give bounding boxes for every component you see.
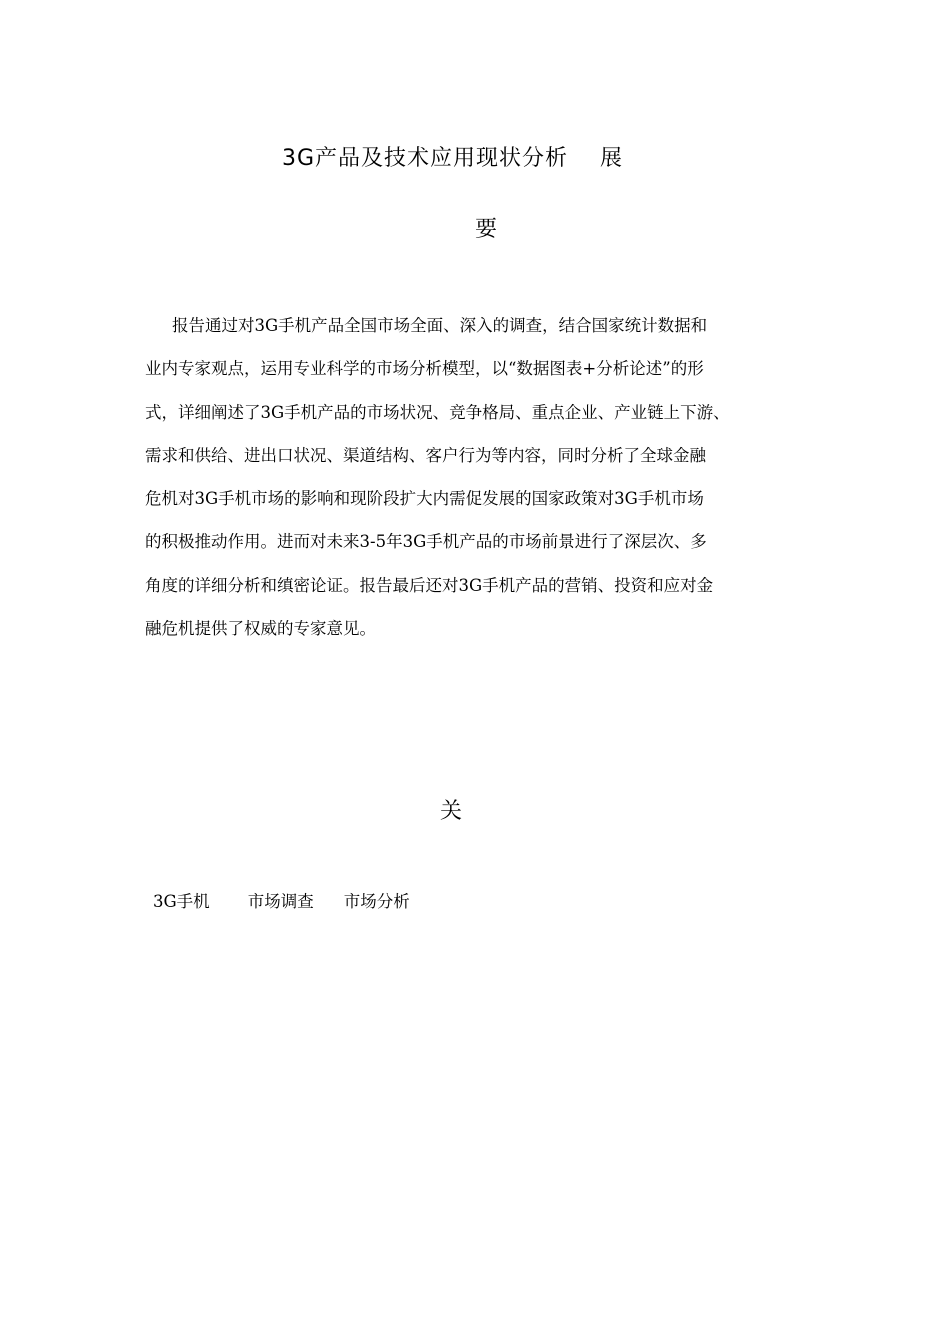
keywords-list [153,888,410,912]
keywords-heading: 关 [440,799,463,824]
keyword: 市场调查 [247,892,314,911]
abstract-line: 危机对3G手机市场的影响和现阶段扩大内需促发展的国家政策对3G手机市场 [145,489,704,509]
keyword: 3G手机 [153,892,210,911]
abstract-paragraph [145,304,810,650]
abstract-line: 需求和供给、进出口状况、渠道结构、客户行为等内容，同时分析了全球金融 [145,445,706,465]
abstract-line: 融危机提供了权威的专家意见。 [145,619,376,639]
abstract-line: 业内专家观点，运用专业科学的市场分析模型，以“数据图表+分析论述”的形 [145,359,704,379]
abstract-line: 的积极推动作用。进而对未来3-5年3G手机产品的市场前景进行了深层次、多 [145,532,707,552]
abstract-line: 角度的详细分析和缜密论证。报告最后还对3G手机产品的营销、投资和应对金 [145,575,714,595]
abstract-line: 报告通过对3G手机产品全国市场全面、深入的调查，结合国家统计数据和 [172,316,708,335]
document-title [282,141,623,172]
document-title-line-2: 要 [475,217,498,242]
title-part-2: 展 [600,146,624,171]
title-part-1: 3G产品及技术应用现状分析 [282,146,569,171]
abstract-line: 式，详细阐述了3G手机产品的市场状况、竞争格局、重点企业、产业链上下游、 [145,402,730,422]
keyword: 市场分析 [343,892,410,911]
